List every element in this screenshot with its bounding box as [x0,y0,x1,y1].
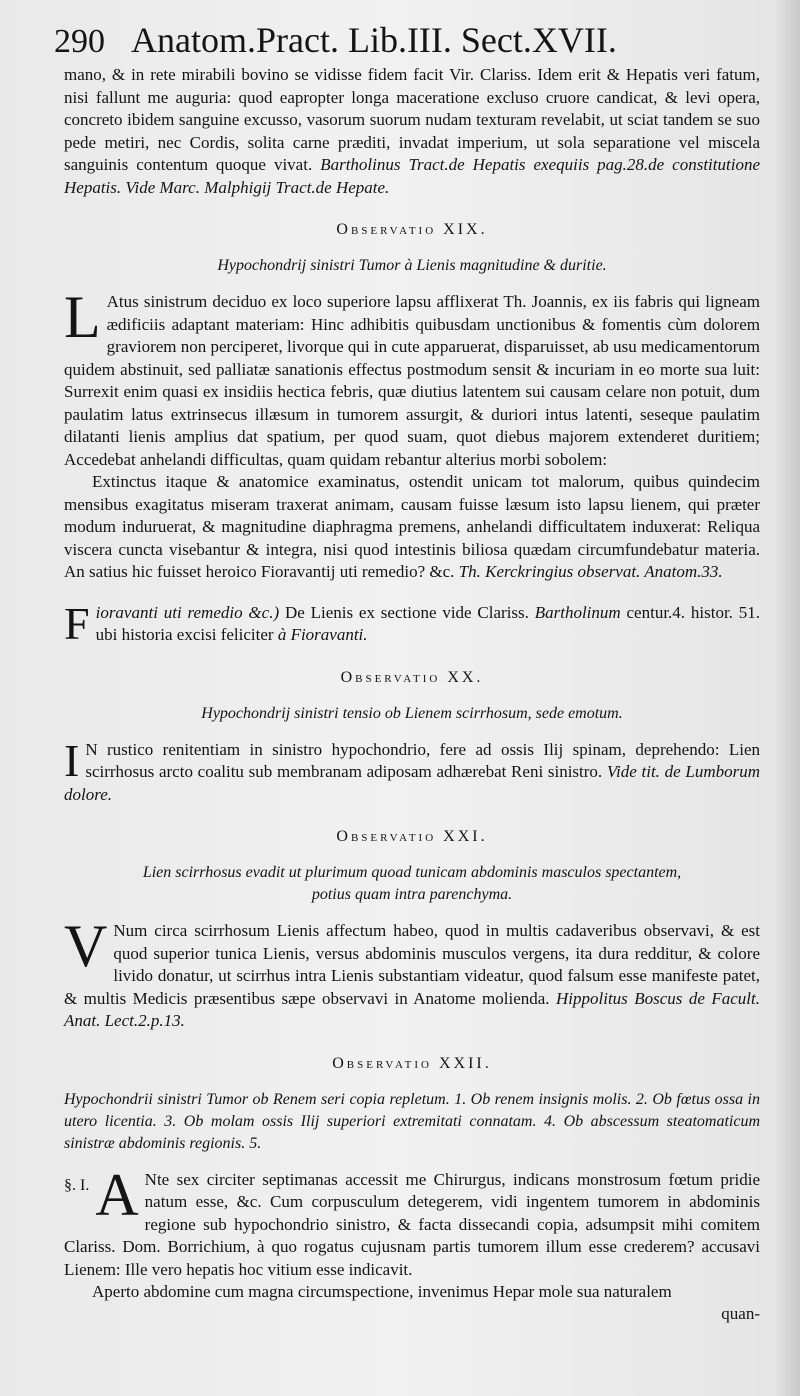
catchword: quan- [721,1303,760,1323]
obs21-para [64,913,760,1033]
obs19-title: Observatio XIX. [336,221,488,238]
obs19-note-text: De Lienis ex sectione vide Clariss. [284,602,529,622]
obs20-dropcap: I [64,734,80,786]
obs22-title: Observatio XXII. [332,1054,492,1072]
obs20-reference: Vide tit. de Lumborum dolore. [64,762,761,804]
obs19-para2-text: Extinctus itaque & anatomice examinatus, ostendit unicam tot malorum, quibus quindecim mensibus exagitatus miseram traxerat animam, causam fuisse læsum isto lapsu lienem, qui præter modum induruerat, & magnitudine diaphragma premens, anhelandi difficultatem induxerat: Reliqua viscera cuncta visebantur & integra, nisi quod intestinis biliosa quædam circumfundebatur materia. An satius hic fuisset heroico Fioravantij uti remedio? &c. [64,472,760,581]
obs20-para-text: N rustico renitentiam in sinistro hypochondrio, fere ad ossis Ilij spinam, deprehendo: Lien scirrhosus arcto coalitu sub membranam adiposam adhærebat Reni sinistro. [85,739,760,781]
running-title: Anatom.Pract. Lib.III. Sect.XVII. [131,20,617,60]
obs19-note [64,597,760,649]
obs21-subtitle-line2: potius quam intra parenchyma. [311,886,513,903]
obs22-dropcap: A [95,1161,139,1228]
obs22-para2: Aperto abdomine cum magna circumspectione, invenimus Hepar mole sua naturalem [92,1282,672,1301]
obs19-para1-text: Atus sinistrum deciduo ex loco superiore lapsu afflixerat Th. Joannis, ex iis fabris qui ligneam ædificiis adaptant materiam: Hinc adhibitis quibusdam unctionibus & fomentis cùm dolorem graviorem non perciperet, livorque qui in cute apparuerat, disparuisset, ab usu medicamentorum quidem abstinuit, sed palliatæ sanationis effectus postmodum sensit & incuriam in eo morte sua luit: Surrexit enim quasi ex insidiis hectica febris, quæ diutius latentem sui causam celare non potuit, dum paulatim latus extrinsecus illæsum in tumorem assurgit, & duriori intus latenti, seseque paulatim dilatanti lienis amplius dat spatium, per quod suam, quot diebus majorem extenderet duritiem; Accedebat anhelandi difficultas, quam quidam rebantur alterius morbi sobolem: [64,292,760,469]
obs19-subtitle: Hypochondrij sinistri Tumor à Lienis magnitudine & duritie. [217,257,607,274]
intro-reference: Bartholinus Tract.de Hepatis exequiis pag.28.de constitutione Hepatis. Vide Marc. Malphigij Tract.de Hepate. [64,155,760,197]
obs20-subtitle: Hypochondrij sinistri tensio ob Lienem scirrhosum, sede emotum. [201,704,623,722]
obs19-note-tail: centur.4. histor. 51. ubi historia excisi feliciter [95,602,760,644]
intro-text: mano, & in rete mirabili bovino se vidisse fidem facit Vir. Clariss. Idem erit & Hepatis veri fatum, nisi fallunt me auguria: quod eapropter longa maceratione excluso cruore candicat, & levi opera, concreto ibidem sanguine excusso, vasorum suorum nudam texturam revelabit, ut sciat tandem se suo pede metiri, nec Cordis, solita carne præditi, invadat imperium, ut sola separatione vel miscela sanguinis contentum quoque vivat. [64,65,760,174]
obs21-subtitle [64,862,760,906]
intro-paragraph [64,64,760,199]
obs21-dropcap: V [64,913,108,979]
page-number: 290 [54,23,105,60]
obs19-para2-reference: Th. Kerckringius observat. Anatom.33. [458,562,723,581]
obs19-para1 [64,284,760,471]
obs20-para [64,734,761,807]
running-header [54,18,760,64]
obs22-subtitle: Hypochondrii sinistri Tumor ob Renem seri copia repletum. 1. Ob renem insignis molis. 2. Ob fœtus ossa in utero licentia. 3. Ob molam ossis Ilij superiori extremitati connatam. 4. Ob abscessum steatomaticum sinistræ abdominis regionis. 5. [64,1090,760,1152]
obs21-subtitle-line1: Lien scirrhosus evadit ut plurimum quoad tunicam abdominis masculos spectantem, [142,864,682,881]
obs22-para1 [64,1161,760,1282]
obs22-section-mark: §. I. [64,1176,90,1194]
obs19-note-dropcap: F [64,597,90,649]
obs21-para-text: Num circa scirrhosum Lienis affectum habeo, quod in multis cadaveribus observavi, & est quod superior tunica Lienis, versus abdominis musculos vergens, ita dura redditur, & colore livido donatur, ut scirrhus intra Lienis substantiam videatur, quod falsum esse manifeste patet, & multis Medicis præsentibus sæpe observavi in Anatome molienda. [64,921,760,1008]
obs19-para2 [64,471,760,584]
obs21-title: Observatio XXI. [336,828,488,845]
obs19-dropcap: L [64,284,101,350]
obs19-note-name: Bartholinum [534,602,621,622]
obs20-title: Observatio XX. [340,668,484,686]
obs19-note-lead: ioravanti uti remedio &c.) [95,602,280,622]
obs19-note-end: à Fioravanti. [277,625,368,644]
obs21-reference: Hippolitus Boscus de Facult. Anat. Lect.2.p.13. [64,988,760,1030]
obs22-para1-text: Nte sex circiter septimanas accessit me Chirurgus, indicans monstrosum fœtum pridie natum esse, &c. Cum corpusculum detegerem, vidi ingentem tumorem in abdominis regione sub hypochondrio sinistro, & facta dissecandi copia, adsumpsit mihi comitem Clariss. Dom. Borrichium, à quo rogatus cujusnam partis tumorem illum esse crederem? accusavi Lienem: Ille vero hepatis hoc vitium esse indicavit. [64,1169,760,1279]
